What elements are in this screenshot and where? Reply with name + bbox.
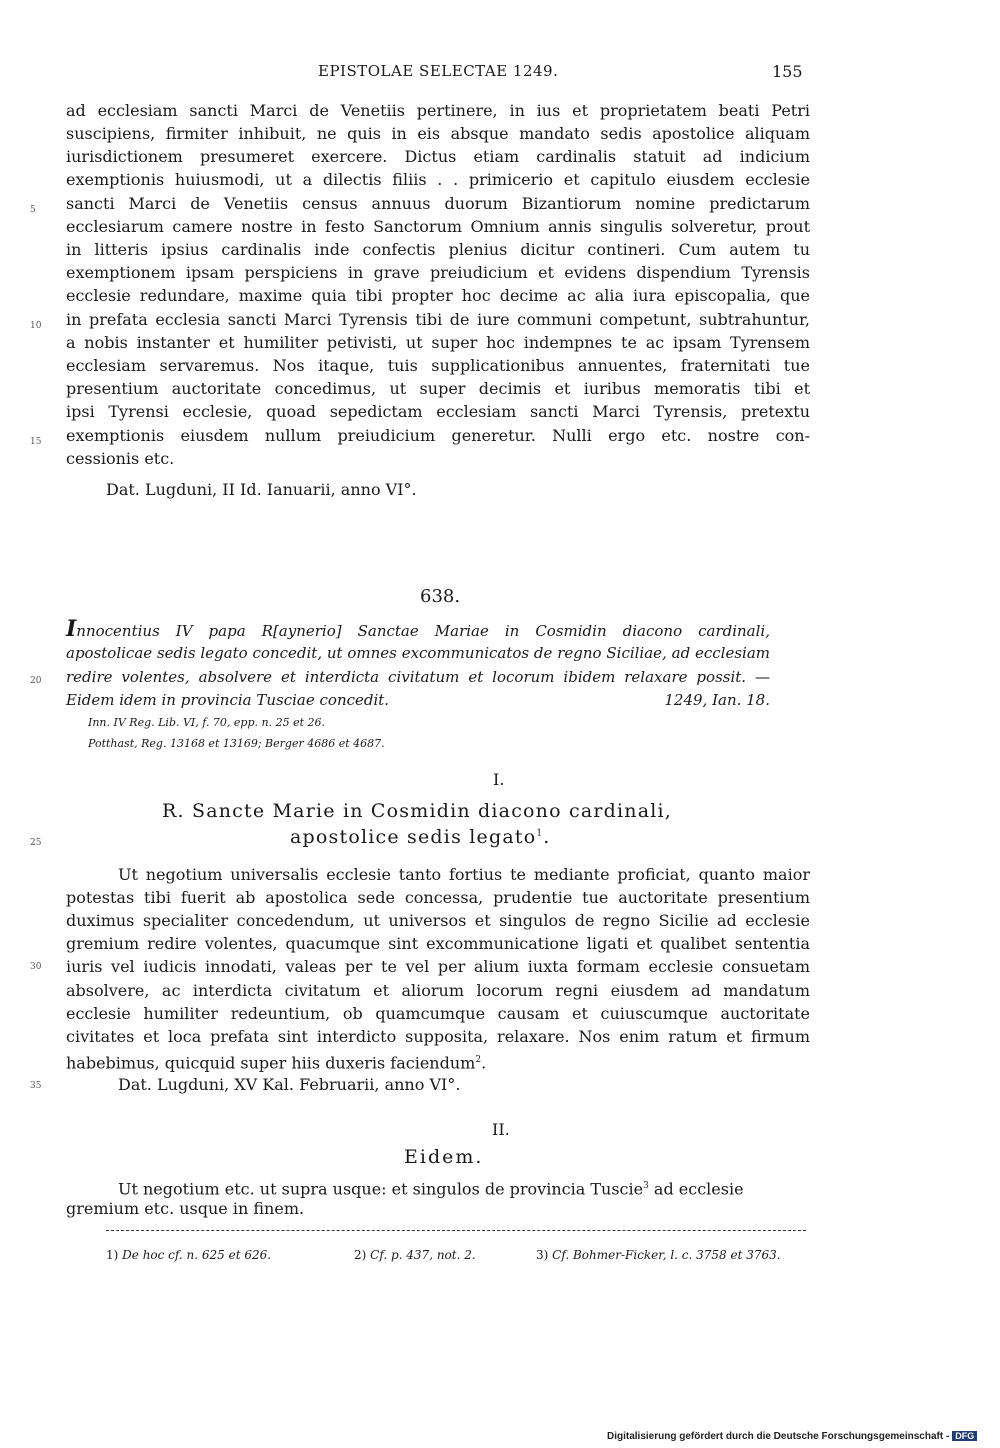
footnote: 2) Cf. p. 437, not. 2. bbox=[354, 1248, 476, 1262]
text-line: gremium redire volentes, quacumque sint excommunicatione ligati et qualibet sententia bbox=[66, 934, 810, 953]
text-line: exemptionis huiusmodi, ut a dilectis filiis . . primicerio et capitulo eiusdem ecclesie bbox=[66, 170, 810, 189]
regest-line: Eidem idem in provincia Tusciae concedit. 1249, Ian. 18. bbox=[66, 691, 770, 709]
text-line: potestas tibi fuerit ab apostolica sede concessa, prudentie tue auctoritate presentium bbox=[66, 888, 810, 907]
text-line: iurisdictionem presumeret exercere. Dictus etiam cardinalis statuit ad indicium bbox=[66, 147, 810, 166]
text-line: sancti Marci de Venetiis census annuus duorum Bizantiorum nomine predictarum bbox=[66, 194, 810, 213]
text-line: a nobis instanter et humiliter petivisti, ut super hoc indempnes te ac ipsam Tyrensem bbox=[66, 333, 810, 352]
dating-line: Dat. Lugduni, XV Kal. Februarii, anno VI°. bbox=[118, 1075, 461, 1094]
text-line: ecclesie redundare, maxime quia tibi propter hoc decime ac alia iura episcopalia, que bbox=[66, 286, 810, 305]
regest-line: apostolicae sedis legato concedit, ut omnes excommunicatos de regno Siciliae, ad ecclesiam bbox=[66, 644, 770, 662]
text-line: exemptionis eiusdem nullum preiudicium generetur. Nulli ergo etc. nostre con- bbox=[66, 426, 810, 445]
regest-initial: I bbox=[66, 616, 77, 642]
footnote: 3) Cf. Bohmer-Ficker, l. c. 3758 et 3763. bbox=[536, 1248, 781, 1262]
text-line: ipsi Tyrensi ecclesie, quoad sepedictam ecclesiam sancti Marci Tyrensis, pretextu bbox=[66, 402, 810, 421]
footnote-marker: 3 bbox=[643, 1181, 649, 1191]
dating-line: Dat. Lugduni, II Id. Ianuarii, anno VI°. bbox=[106, 480, 417, 499]
text-line: duximus specialiter concedendum, ut universos et singulos de regno Sicilie ad ecclesie bbox=[66, 911, 810, 930]
text-line: civitates et loca prefata sint interdicto supposita, relaxare. Nos enim ratum et firmum bbox=[66, 1027, 810, 1046]
text-line: ecclesiam servaremus. Nos itaque, tuis supplicationibus annuentes, fraternitati tue bbox=[66, 356, 810, 375]
text-line: presentium auctoritate concedimus, ut super decimis et iuribus memoratis tibi et bbox=[66, 379, 810, 398]
footnote-marker: 1 bbox=[536, 828, 544, 839]
text-line: gremium etc. usque in finem. bbox=[66, 1199, 305, 1218]
line-number: 25 bbox=[30, 838, 42, 848]
footnote: 1) De hoc cf. n. 625 et 626. bbox=[106, 1248, 272, 1262]
line-number: 5 bbox=[30, 205, 36, 215]
text-line: Ut negotium universalis ecclesie tanto fortius te mediante proficiat, quanto maior bbox=[118, 865, 810, 884]
text-line: Ut negotium etc. ut supra usque: et singulos de provincia Tuscie$^3$ ad ecclesie bbox=[118, 1179, 744, 1199]
dfg-banner: Digitalisierung gefördert durch die Deutsche Forschungsgemeinschaft - DFG bbox=[607, 1431, 977, 1442]
footnote-marker: 2 bbox=[475, 1055, 482, 1065]
dfg-logo-icon: DFG bbox=[952, 1431, 977, 1441]
text-line: in litteris ipsius cardinalis inde confectis plenius dicitur contineri. Cum autem tu bbox=[66, 240, 810, 259]
text-line: habebimus, quicquid super hiis duxeris faciendum$^2$. bbox=[66, 1053, 487, 1073]
page-number: 155 bbox=[772, 62, 803, 81]
line-number: 35 bbox=[30, 1081, 42, 1091]
text-line: ecclesie humiliter redeuntium, ob quamcumque causam et cuiuscumque auctoritate bbox=[66, 1004, 810, 1023]
regest-line: redire volentes, absolvere et interdicta civitatum et locorum ibidem relaxare possit. — bbox=[66, 668, 770, 686]
line-number: 15 bbox=[30, 437, 42, 447]
text-line: ecclesiarum camere nostre in festo Sanctorum Omnium annis singulis solveretur, prout bbox=[66, 217, 810, 236]
line-number: 20 bbox=[30, 676, 42, 686]
regest-line: Innocentius IV papa R[aynerio] Sanctae Mariae in Cosmidin diacono cardinali, bbox=[66, 616, 770, 642]
section-numeral: I. bbox=[493, 770, 505, 789]
regest-date: 1249, Ian. 18. bbox=[664, 691, 770, 709]
text-line: cessionis etc. bbox=[66, 449, 175, 468]
source-note: Potthast, Reg. 13168 et 13169; Berger 4686 et 4687. bbox=[88, 737, 385, 750]
running-title: EPISTOLAE SELECTAE 1249. bbox=[318, 62, 559, 80]
address-line: Eidem. bbox=[404, 1146, 484, 1168]
text-line: suscipiens, firmiter inhibuit, ne quis in eis absque mandato sedis apostolice aliquam bbox=[66, 124, 810, 143]
text-line: in prefata ecclesia sancti Marci Tyrensis tibi de iure communi competunt, subtrahuntur, bbox=[66, 310, 810, 329]
address-line: apostolice sedis legato$^1$. bbox=[290, 826, 551, 848]
document-number: 638. bbox=[420, 586, 461, 607]
text-line: ad ecclesiam sancti Marci de Venetiis pertinere, in ius et proprietatem beati Petri bbox=[66, 101, 810, 120]
section-numeral: II. bbox=[492, 1120, 510, 1139]
text-line: absolvere, ac interdicta civitatum et aliorum locorum regni eiusdem ad mandatum bbox=[66, 981, 810, 1000]
source-note: Inn. IV Reg. Lib. VI, f. 70, epp. n. 25 et 26. bbox=[88, 716, 325, 729]
text-line: exemptionem ipsam perspiciens in grave preiudicium et evidens dispendium Tyrensis bbox=[66, 263, 810, 282]
line-number: 30 bbox=[30, 962, 42, 972]
line-number: 10 bbox=[30, 321, 42, 331]
footnote-rule bbox=[106, 1230, 806, 1231]
text-line: iuris vel iudicis innodati, valeas per te vel per alium iuxta formam ecclesie consuetam bbox=[66, 957, 810, 976]
address-line: R. Sancte Marie in Cosmidin diacono cardinali, bbox=[162, 800, 673, 822]
